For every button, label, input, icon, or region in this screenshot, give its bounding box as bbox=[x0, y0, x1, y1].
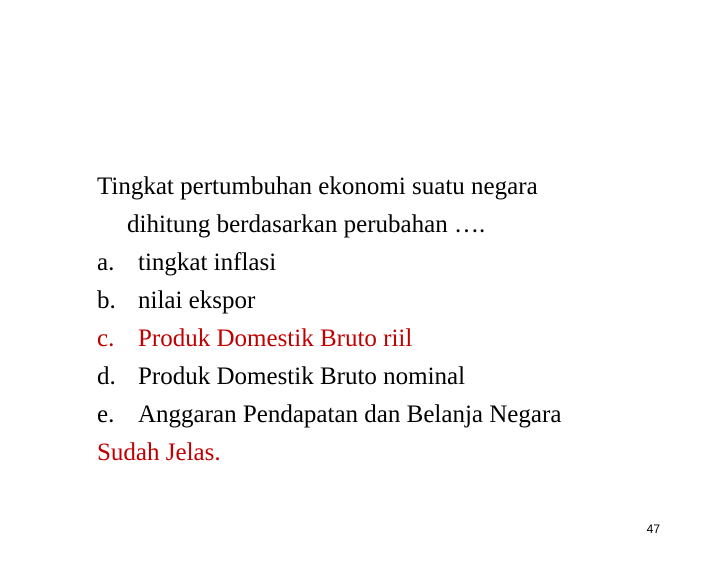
question-block bbox=[97, 168, 697, 472]
option-letter: e. bbox=[97, 401, 115, 428]
option-letter: d. bbox=[97, 363, 116, 390]
page-number: 47 bbox=[646, 522, 660, 536]
option-text: nilai ekspor bbox=[138, 287, 256, 314]
option-letter: b. bbox=[97, 287, 116, 314]
option-text: tingkat inflasi bbox=[138, 249, 277, 276]
option-b[interactable] bbox=[97, 282, 697, 320]
option-d[interactable] bbox=[97, 358, 697, 396]
option-text: Anggaran Pendapatan dan Belanja Negara bbox=[138, 401, 562, 428]
option-e[interactable] bbox=[97, 396, 697, 434]
option-letter: a. bbox=[97, 249, 115, 276]
option-letter: c. bbox=[97, 325, 115, 352]
option-text: Produk Domestik Bruto nominal bbox=[138, 363, 466, 390]
option-a[interactable] bbox=[97, 244, 697, 282]
option-text: Produk Domestik Bruto riil bbox=[138, 325, 413, 352]
option-c-correct[interactable] bbox=[97, 320, 697, 358]
answer-feedback: Sudah Jelas. bbox=[97, 439, 221, 466]
question-text-line-2: dihitung berdasarkan perubahan …. bbox=[127, 211, 486, 238]
question-text-line-1: Tingkat pertumbuhan ekonomi suatu negara bbox=[97, 173, 538, 200]
